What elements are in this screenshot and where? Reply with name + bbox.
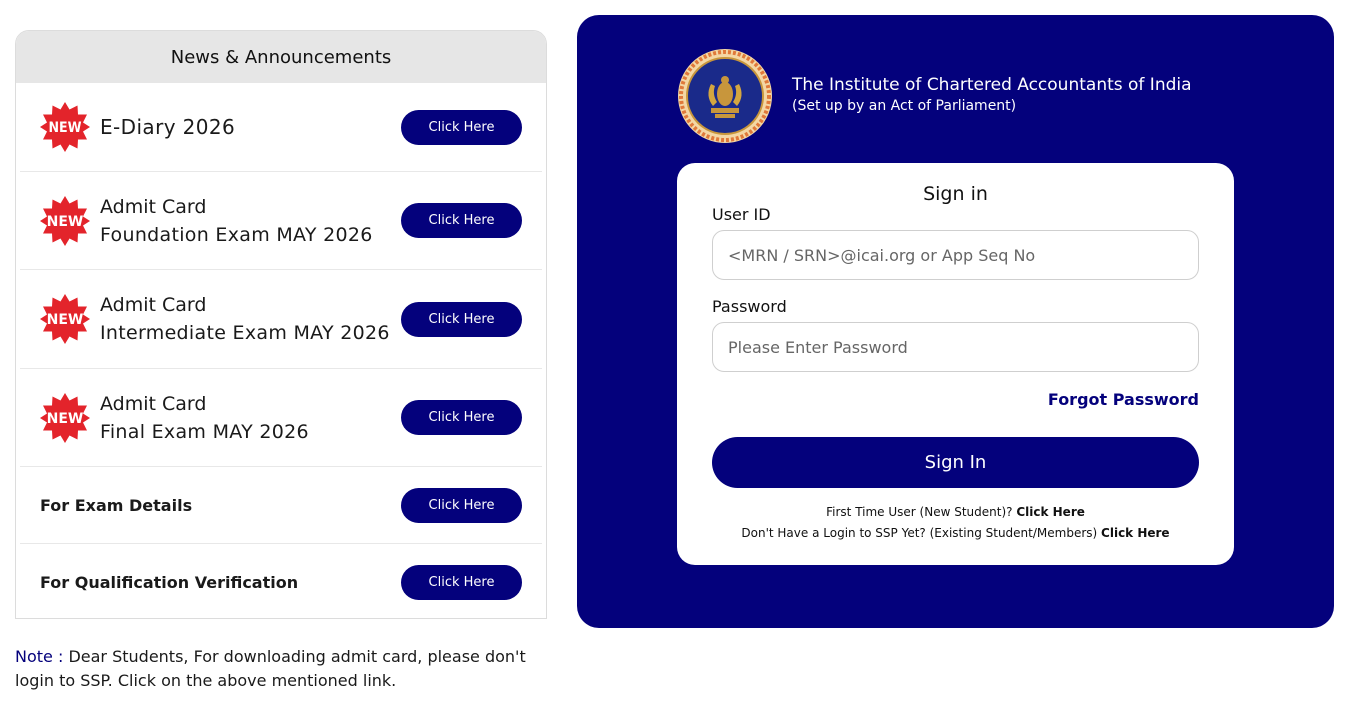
note-body: Dear Students, For downloading admit card, please don't login to SSP. Click on the above mentioned link. [15, 647, 526, 690]
note-label: Note : [15, 647, 64, 666]
exam-details-click-here-button[interactable]: Click Here [401, 488, 522, 523]
news-item-subtitle: Foundation Exam MAY 2026 [100, 223, 373, 246]
news-item-text [40, 496, 401, 515]
exam-details-label: For Exam Details [40, 495, 193, 515]
first-time-user-link[interactable]: Click Here [1016, 505, 1085, 519]
password-input[interactable] [712, 322, 1199, 372]
login-panel [577, 15, 1334, 628]
news-item-text [100, 291, 401, 347]
qualification-verification-click-here-button[interactable]: Click Here [401, 565, 522, 600]
news-item [20, 270, 542, 369]
signin-card [677, 163, 1234, 565]
news-item-title: Admit Card [100, 294, 207, 316]
news-header-title: News & Announcements [170, 46, 392, 68]
badge-label: NEW [46, 410, 84, 427]
first-time-user-text: First Time User (New Student)? [826, 505, 1013, 519]
userid-label: User ID [712, 205, 771, 224]
foundation-admit-click-here-button[interactable]: Click Here [401, 203, 522, 238]
news-header [16, 31, 546, 83]
news-item [20, 544, 542, 619]
first-time-user-line [677, 505, 1234, 519]
news-item-text [100, 193, 401, 249]
new-badge-icon [40, 196, 90, 246]
password-label: Password [712, 297, 787, 316]
note-text [15, 645, 555, 693]
icai-logo-icon [677, 48, 773, 144]
news-item-text [100, 390, 401, 446]
news-panel [15, 30, 547, 619]
userid-input[interactable] [712, 230, 1199, 280]
ediary-click-here-button[interactable]: Click Here [401, 110, 522, 145]
new-badge-icon [40, 102, 90, 152]
qualification-verification-label: For Qualification Verification [40, 572, 299, 592]
news-item [20, 172, 542, 270]
no-login-link[interactable]: Click Here [1101, 526, 1170, 540]
badge-label: NEW [48, 120, 82, 136]
news-item [20, 83, 542, 172]
final-admit-click-here-button[interactable]: Click Here [401, 400, 522, 435]
new-badge-icon [40, 393, 90, 443]
news-item-subtitle: Intermediate Exam MAY 2026 [100, 322, 390, 344]
institute-name: The Institute of Chartered Accountants of India [792, 75, 1192, 95]
news-item-text [100, 113, 401, 141]
no-login-text: Don't Have a Login to SSP Yet? (Existing Student/Members) [741, 526, 1098, 540]
news-item-title: E-Diary 2026 [100, 115, 236, 139]
signin-button[interactable]: Sign In [712, 437, 1199, 488]
news-item-text [40, 573, 401, 592]
intermediate-admit-click-here-button[interactable]: Click Here [401, 302, 522, 337]
institute-subtitle: (Set up by an Act of Parliament) [792, 98, 1017, 114]
badge-label: NEW [46, 312, 84, 328]
forgot-password-link[interactable]: Forgot Password [1047, 390, 1199, 409]
signin-title: Sign in [923, 183, 988, 205]
news-item [20, 467, 542, 544]
news-item-title: Admit Card [100, 392, 207, 415]
no-login-line [677, 526, 1234, 540]
news-item-subtitle: Final Exam MAY 2026 [100, 420, 309, 443]
news-item [20, 369, 542, 467]
news-item-title: Admit Card [100, 195, 207, 218]
badge-label: NEW [46, 213, 84, 230]
new-badge-icon [40, 294, 90, 344]
